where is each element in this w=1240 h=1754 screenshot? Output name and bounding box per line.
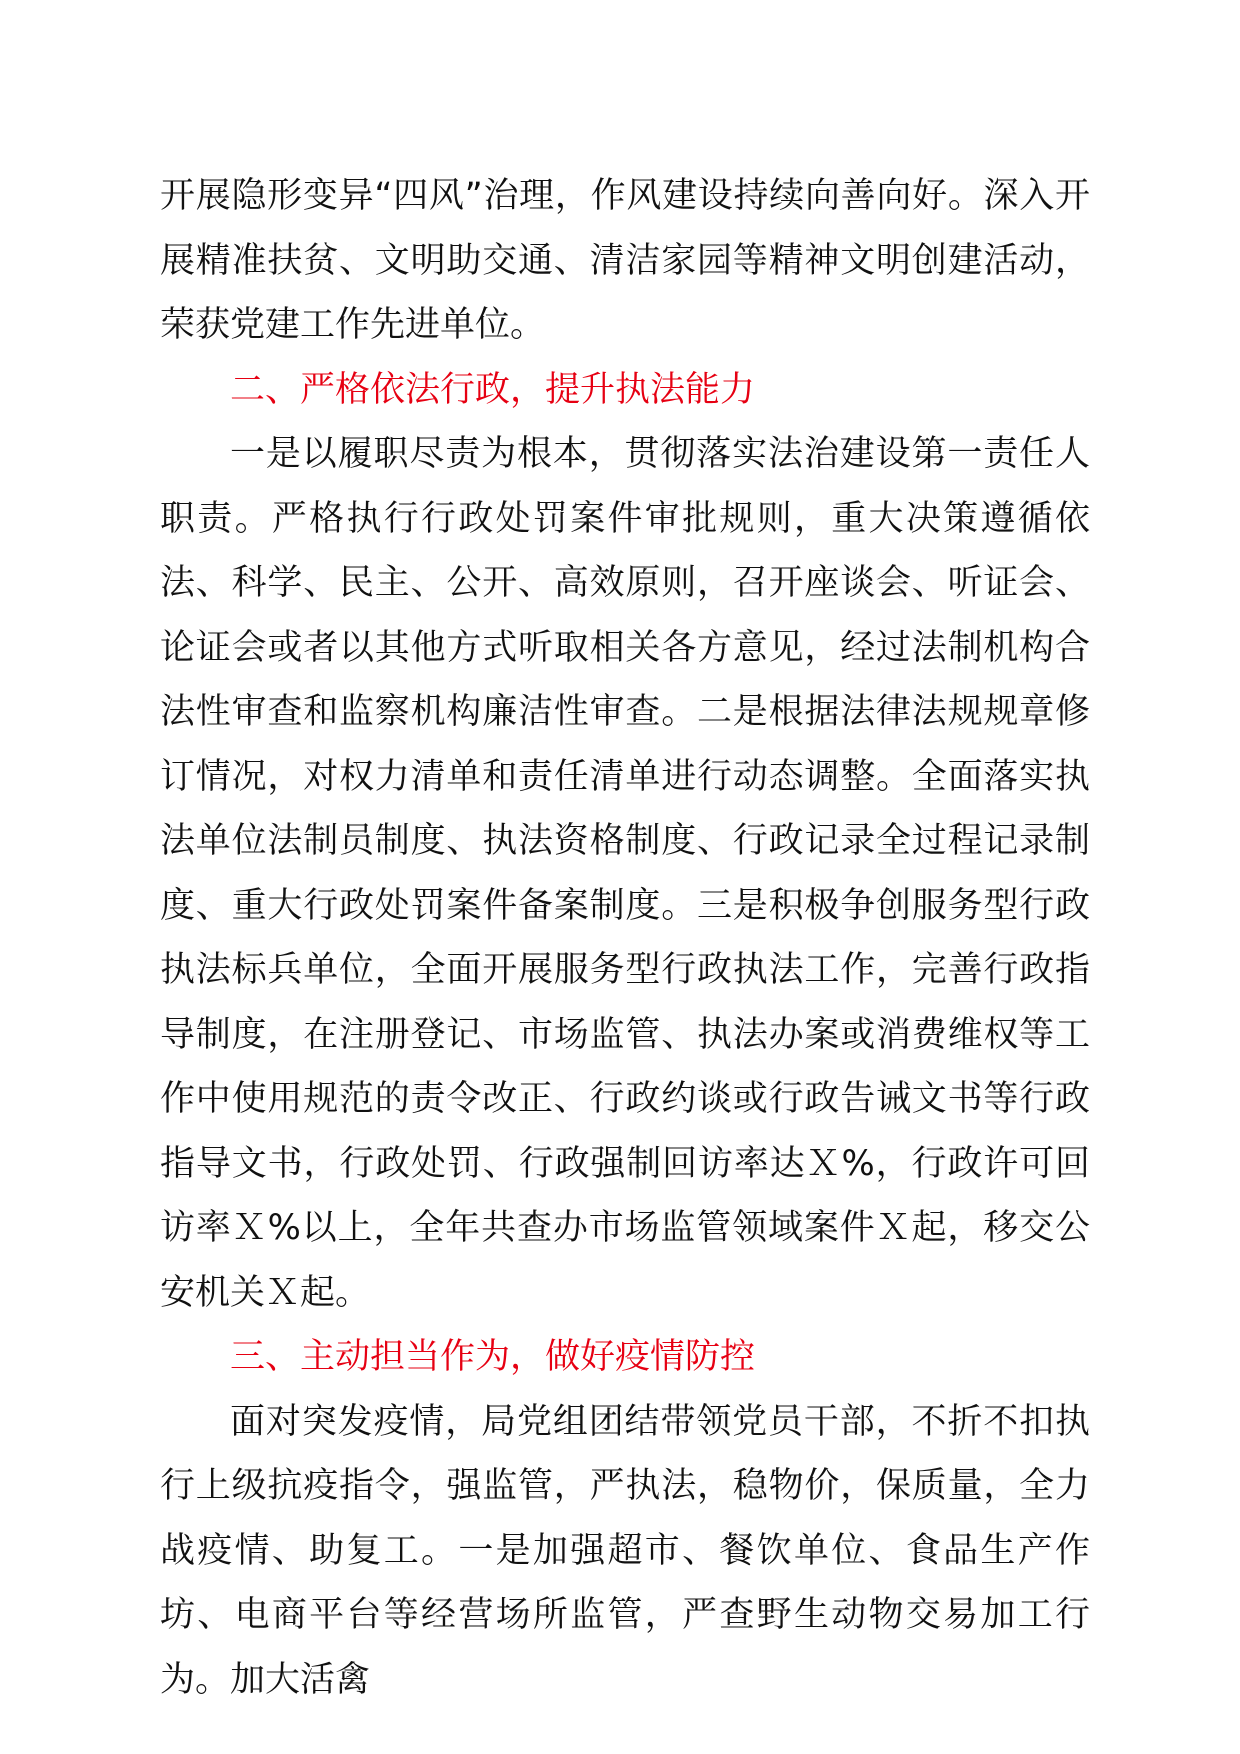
section-heading-2: 二、严格依法行政，提升执法能力: [230, 369, 756, 410]
document-body: [160, 164, 1090, 1712]
paragraph-law-enforcement: 一是以履职尽责为根本，贯彻落实法治建设第一责任人职责。严格执行行政处罚案件审批规则，重大决策遵循依法、科学、民主、公开、高效原则，召开座谈会、听证会、论证会或者以其他方式听取相关各方意见，经过法制机构合法性审查和监察机构廉洁性审查。二是根据法律法规规章修订情况，对权力清单和责任清单进行动态调整。全面落实执法单位法制员制度、执法资格制度、行政记录全过程记录制度、重大行政处罚案件备案制度。三是积极争创服务型行政执法标兵单位，全面开展服务型行政执法工作，完善行政指导制度，在注册登记、市场监管、执法办案或消费维权等工作中使用规范的责令改正、行政约谈或行政告诫文书等行政指导文书，行政处罚、行政强制回访率达Ｘ%，行政许可回访率Ｘ%以上，全年共查办市场监管领域案件Ｘ起，移交公安机关Ｘ起。: [160, 434, 1090, 1313]
paragraph-epidemic-control: 面对突发疫情，局党组团结带领党员干部，不折不扣执行上级抗疫指令，强监管，严执法，稳物价，保质量，全力战疫情、助复工。一是加强超市、餐饮单位、食品生产作坊、电商平台等经营场所监管，严查野生动物交易加工行为。加大活禽: [160, 1401, 1090, 1700]
section-heading-3: 三、主动担当作为，做好疫情防控: [230, 1337, 756, 1377]
paragraph-continued: 开展隐形变异“四风”治理，作风建设持续向善向好。深入开展精准扶贫、文明助交通、清洁家园等精神文明创建活动，荣获党建工作先进单位。: [160, 176, 1090, 345]
